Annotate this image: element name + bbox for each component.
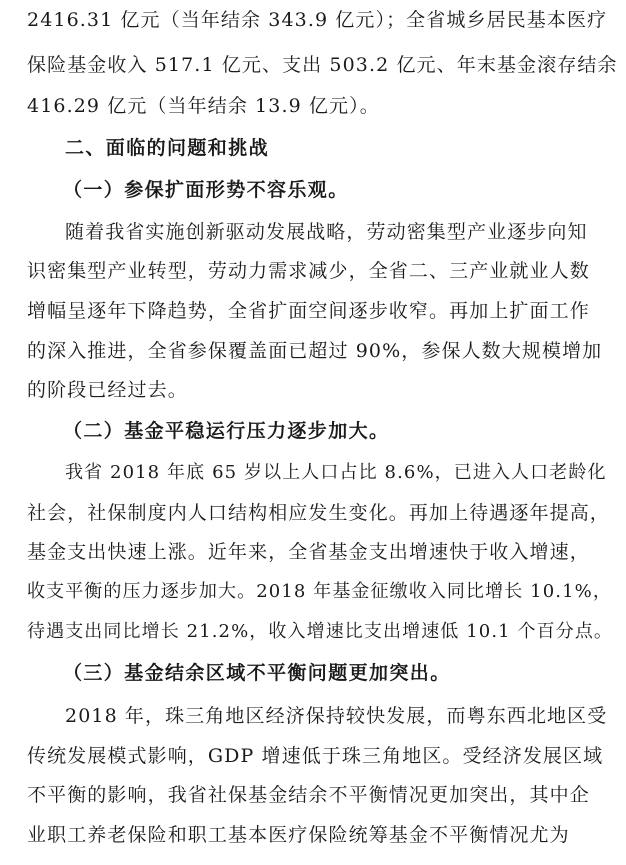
paragraph-line: 2018 年，珠三角地区经济保持较快发展，而粤东西北地区受 [65,705,608,727]
paragraph-line: 的深入推进，全省参保覆盖面已超过 90%，参保人数大规模增加 [27,340,603,362]
subsection-heading: （三）基金结余区域不平衡问题更加突出。 [63,662,451,684]
subsection-heading: （一）参保扩面形势不容乐观。 [63,179,349,201]
paragraph-line: 保险基金收入 517.1 亿元、支出 503.2 亿元、年末基金滚存结余 [27,54,618,76]
paragraph-line: 不平衡的影响，我省社保基金结余不平衡情况更加突出，其中企 [27,784,590,806]
subsection-heading: （二）基金平稳运行压力逐步加大。 [63,420,390,442]
paragraph-line: 待遇支出同比增长 21.2%，收入增速比支出增速低 10.1 个百分点。 [27,621,614,642]
paragraph-line: 我省 2018 年底 65 岁以上人口占比 8.6%，已进入人口老龄化 [65,462,607,483]
paragraph-line: 社会，社保制度内人口结构相应发生变化。再加上待遇逐年提高， [27,502,610,524]
paragraph-line: 增幅呈逐年下降趋势，全省扩面空间逐步收窄。再加上扩面工作 [27,300,590,322]
paragraph-line: 416.29 亿元（当年结余 13.9 亿元）。 [27,95,380,117]
paragraph-line: 识密集型产业转型，劳动力需求减少，全省二、三产业就业人数 [27,260,590,282]
paragraph-line: 收支平衡的压力逐步加大。2018 年基金征缴收入同比增长 10.1%， [27,581,612,602]
paragraph-line: 随着我省实施创新驱动发展战略，劳动密集型产业逐步向知 [65,221,588,243]
paragraph-line: 基金支出快速上涨。近年来，全省基金支出增速快于收入增速， [27,541,590,563]
paragraph-line: 的阶段已经过去。 [27,379,188,401]
paragraph-line: 业职工养老保险和职工基本医疗保险统筹基金不平衡情况尤为 [27,824,570,846]
paragraph-line: 2416.31 亿元（当年结余 343.9 亿元）；全省城乡居民基本医疗 [27,9,608,31]
paragraph-line: 传统发展模式影响，GDP 增速低于珠三角地区。受经济发展区域 [27,745,604,767]
section-heading: 二、面临的问题和挑战 [65,137,270,159]
